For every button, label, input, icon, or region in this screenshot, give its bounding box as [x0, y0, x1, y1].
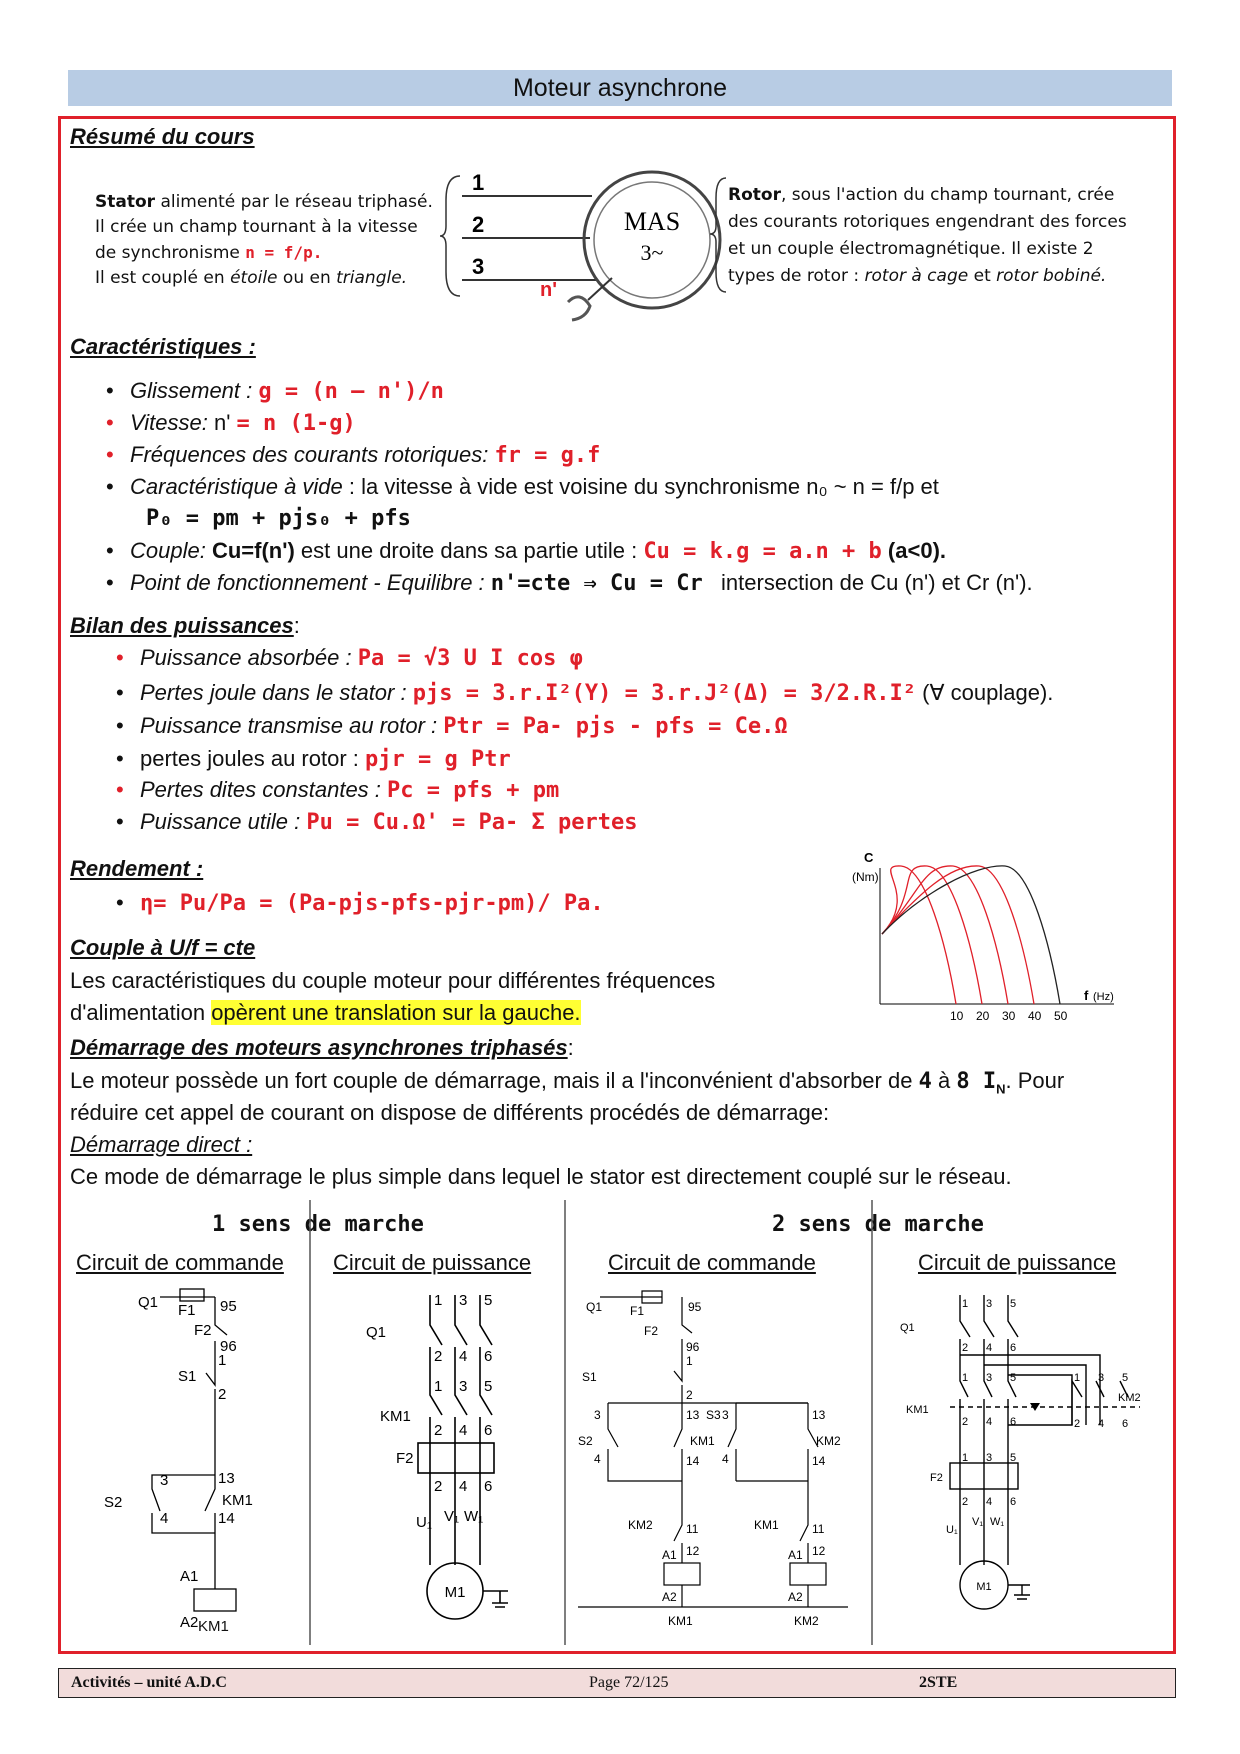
svg-text:M1: M1 [444, 1584, 466, 1601]
svg-text:5: 5 [1010, 1452, 1017, 1464]
absorbee-item: • Puissance absorbée : Pa = √3 U I cos φ [140, 645, 583, 671]
svg-text:A1: A1 [788, 1548, 803, 1562]
rotor-brace [710, 176, 730, 296]
svg-text:M1: M1 [976, 1581, 992, 1593]
puissance-2-title: Circuit de puissance [918, 1250, 1117, 1275]
puissance-1-diagram [360, 1285, 545, 1645]
svg-text:A1: A1 [662, 1548, 677, 1562]
y-label: C [864, 850, 874, 865]
svg-text:12: 12 [812, 1544, 826, 1558]
svg-text:S2: S2 [104, 1494, 123, 1511]
svg-text:F2: F2 [396, 1450, 414, 1467]
svg-text:5: 5 [1010, 1372, 1017, 1384]
svg-text:4: 4 [459, 1348, 468, 1365]
svg-text:96: 96 [220, 1338, 237, 1355]
svg-text:6: 6 [1010, 1496, 1017, 1508]
svg-text:2: 2 [434, 1348, 443, 1365]
commande-1-diagram [90, 1285, 295, 1635]
commande-1-title: Circuit de commande [76, 1250, 284, 1275]
commande-1-km1: KM1 [198, 1618, 229, 1635]
vide-item: • Caractéristique à vide : la vitesse à vide est voisine du synchronisme n₀ ~ n = f/p et [130, 474, 939, 500]
rendement-heading: Rendement : [70, 856, 204, 881]
svg-text:F2: F2 [930, 1472, 943, 1484]
svg-text:KM2: KM2 [816, 1434, 841, 1448]
svg-text:Q1: Q1 [900, 1322, 915, 1334]
svg-text:V₁: V₁ [972, 1516, 984, 1528]
transmise-item: • Puissance transmise au rotor : Ptr = Pa- pjs - pfs = Ce.Ω [140, 713, 788, 739]
svg-text:4: 4 [986, 1342, 993, 1354]
svg-text:1: 1 [472, 170, 485, 195]
svg-text:95: 95 [688, 1300, 702, 1314]
bilan-heading: Bilan des puissances: [70, 613, 300, 638]
svg-text:2: 2 [962, 1416, 969, 1428]
pjs-item: • Pertes joule dans le stator : pjs = 3.r.I²(Y) = 3.r.J²(Δ) = 3/2.R.I² (∀ couplage). [140, 680, 1053, 706]
svg-text:13: 13 [218, 1470, 235, 1487]
svg-text:4: 4 [594, 1452, 601, 1466]
svg-text:13: 13 [686, 1408, 700, 1422]
svg-text:1: 1 [686, 1354, 693, 1368]
couple-uf-heading: Couple à U/f = cte [70, 935, 256, 960]
svg-text:2: 2 [434, 1422, 443, 1439]
svg-text:1: 1 [962, 1452, 969, 1464]
svg-text:6: 6 [1122, 1418, 1129, 1430]
svg-text:F1: F1 [178, 1302, 196, 1319]
x-label: f [1084, 988, 1089, 1003]
svg-text:3: 3 [459, 1292, 468, 1309]
puissance-2-diagram [890, 1285, 1160, 1635]
footer [58, 1668, 1176, 1698]
page-title: Moteur asynchrone [68, 70, 1172, 106]
svg-text:5: 5 [1010, 1298, 1017, 1310]
svg-text:2: 2 [962, 1342, 969, 1354]
direct-text: Ce mode de démarrage le plus simple dans lequel le stator est directement couplé sur le réseau. [70, 1164, 1012, 1189]
svg-text:Q1: Q1 [586, 1300, 603, 1314]
commande-2-diagram [578, 1285, 853, 1635]
svg-text:5: 5 [484, 1378, 493, 1395]
demarrage-line1: Le moteur possède un fort couple de démarrage, mais il a l'inconvénient d'absorber de 4 à 8 $I_N$. Pour [70, 1068, 1065, 1097]
x-tick-30: 30 [1002, 1009, 1016, 1023]
svg-text:6: 6 [484, 1478, 493, 1495]
utile-item: • Puissance utile : Pu = Cu.Ω' = Pa- Σ pertes [140, 809, 637, 835]
resume-heading: Résumé du cours [70, 124, 255, 149]
rotor-text: Rotor, sous l'action du champ tournant, crée des courants rotoriques engendrant des forces et un couple électromagnétique. Il existe 2 types de rotor : rotor à cage et rotor bobiné. [728, 185, 1127, 286]
svg-text:4: 4 [459, 1478, 468, 1495]
svg-text:2: 2 [962, 1496, 969, 1508]
separator-3 [862, 1200, 882, 1650]
caracteristiques-heading: Caractéristiques : [70, 334, 256, 359]
svg-text:2: 2 [472, 212, 485, 237]
svg-text:U₁: U₁ [946, 1524, 958, 1536]
svg-text:F1: F1 [630, 1304, 645, 1318]
separator-1 [300, 1200, 320, 1650]
couple-uf-line1: Les caractéristiques du couple moteur pour différentes fréquences [70, 968, 716, 993]
torque-curve-40 [882, 866, 1034, 1004]
x-tick-50: 50 [1054, 1009, 1068, 1023]
svg-text:1: 1 [1074, 1372, 1081, 1384]
svg-text:V₁: V₁ [444, 1508, 460, 1525]
svg-text:F2: F2 [194, 1322, 212, 1339]
svg-text:W₁: W₁ [990, 1516, 1005, 1528]
svg-text:A2: A2 [662, 1590, 677, 1604]
svg-text:W₁: W₁ [464, 1508, 484, 1525]
svg-text:3: 3 [459, 1378, 468, 1395]
commande-2-title: Circuit de commande [608, 1250, 816, 1275]
svg-text:S1: S1 [178, 1368, 197, 1385]
separator-2 [555, 1200, 575, 1650]
svg-text:11: 11 [686, 1522, 699, 1536]
svg-text:4: 4 [160, 1510, 169, 1527]
svg-text:96: 96 [686, 1340, 700, 1354]
svg-text:2: 2 [1074, 1418, 1081, 1430]
svg-text:Q1: Q1 [138, 1294, 159, 1311]
vitesse-item: • Vitesse: n' = n (1-g) [130, 410, 356, 436]
footer-right: 2STE [919, 1674, 958, 1691]
footer-center: Page 72/125 [589, 1674, 669, 1691]
torque-curve-50 [882, 866, 1060, 1004]
torque-chart [850, 850, 1130, 1030]
svg-text:1: 1 [218, 1352, 227, 1369]
svg-text:5: 5 [1122, 1372, 1129, 1384]
svg-text:6: 6 [1010, 1416, 1017, 1428]
demarrage-heading: Démarrage des moteurs asynchrones triphasés: [70, 1035, 574, 1060]
svg-text:U₁: U₁ [416, 1514, 432, 1531]
svg-text:3: 3 [722, 1408, 729, 1422]
svg-text:KM2: KM2 [794, 1614, 819, 1628]
svg-text:6: 6 [484, 1348, 493, 1365]
svg-text:1: 1 [434, 1378, 443, 1395]
stator-text: Stator alimenté par le réseau triphasé. Il crée un champ tournant à la vitesse de synchronisme n = f/p. Il est couplé en étoile ou en triangle. [95, 192, 433, 288]
couple-item: • Couple: Cu=f(n') est une droite dans sa partie utile : Cu = k.g = a.n + b (a<0). [130, 538, 946, 564]
rendement-formula: • η= Pu/Pa = (Pa-pjs-pfs-pjr-pm)/ Pa. [140, 890, 604, 916]
svg-text:3: 3 [986, 1452, 993, 1464]
svg-text:4: 4 [986, 1416, 993, 1428]
svg-text:4: 4 [986, 1496, 993, 1508]
svg-text:2: 2 [434, 1478, 443, 1495]
svg-text:KM1: KM1 [690, 1434, 715, 1448]
svg-text:1: 1 [962, 1372, 969, 1384]
svg-text:5: 5 [484, 1292, 493, 1309]
couple-uf-line2: d'alimentation opèrent une translation sur la gauche. [70, 1000, 581, 1025]
glissement-item: • Glissement : g = (n – n')/n [130, 378, 444, 404]
svg-text:A2: A2 [180, 1614, 199, 1631]
svg-text:S2: S2 [578, 1434, 593, 1448]
footer-left: Activités – unité A.D.C [71, 1674, 227, 1691]
puissance-1-title: Circuit de puissance [333, 1250, 532, 1275]
constantes-item: • Pertes dites constantes : Pc = pfs + pm [140, 777, 559, 803]
two-sens-heading: 2 sens de marche [772, 1212, 984, 1237]
svg-text:A1: A1 [180, 1568, 199, 1585]
svg-text:KM1: KM1 [754, 1518, 779, 1532]
svg-text:12: 12 [686, 1544, 700, 1558]
direct-heading: Démarrage direct : [70, 1132, 253, 1157]
motor-diagram [440, 160, 730, 330]
svg-text:KM2: KM2 [1118, 1392, 1141, 1404]
one-sens-heading: 1 sens de marche [212, 1212, 424, 1237]
svg-text:KM2: KM2 [628, 1518, 653, 1532]
svg-text:14: 14 [686, 1454, 700, 1468]
torque-curve-20 [882, 866, 982, 1004]
x-tick-40: 40 [1028, 1009, 1042, 1023]
svg-text:KM1: KM1 [222, 1492, 253, 1509]
x-tick-20: 20 [976, 1009, 990, 1023]
svg-text:Q1: Q1 [366, 1324, 387, 1341]
svg-text:n': n' [540, 279, 557, 301]
vide-formula: P₀ = pm + pjs₀ + pfs [146, 506, 411, 531]
svg-text:95: 95 [220, 1298, 237, 1315]
svg-text:3: 3 [594, 1408, 601, 1422]
svg-text:3: 3 [986, 1298, 993, 1310]
svg-text:3: 3 [1098, 1372, 1105, 1384]
svg-text:MAS: MAS [623, 207, 681, 236]
svg-text:F2: F2 [644, 1324, 659, 1338]
torque-curve-30 [882, 866, 1008, 1004]
svg-text:4: 4 [1098, 1418, 1105, 1430]
svg-text:4: 4 [722, 1452, 729, 1466]
svg-text:1: 1 [962, 1298, 969, 1310]
svg-text:3: 3 [986, 1372, 993, 1384]
svg-text:KM1: KM1 [668, 1614, 693, 1628]
svg-text:14: 14 [218, 1510, 235, 1527]
svg-text:3~: 3~ [640, 240, 664, 265]
point-item: • Point de fonctionnement - Equilibre : n'=cte ⇒ Cu = Cr intersection de Cu (n') et Cr (n'). [130, 570, 1033, 596]
svg-text:2: 2 [686, 1388, 693, 1402]
svg-text:KM1: KM1 [906, 1404, 929, 1416]
svg-text:6: 6 [484, 1422, 493, 1439]
y-unit: (Nm) [852, 870, 879, 884]
demarrage-line2: réduire cet appel de courant on dispose de différents procédés de démarrage: [70, 1100, 830, 1125]
svg-text:S3: S3 [706, 1408, 721, 1422]
frequence-item: • Fréquences des courants rotoriques: fr = g.f [130, 442, 600, 468]
svg-text:2: 2 [218, 1386, 227, 1403]
x-tick-10: 10 [950, 1009, 964, 1023]
svg-text:KM1: KM1 [380, 1408, 411, 1425]
svg-text:6: 6 [1010, 1342, 1017, 1354]
svg-text:11: 11 [812, 1522, 825, 1536]
svg-text:S1: S1 [582, 1370, 597, 1384]
svg-text:14: 14 [812, 1454, 826, 1468]
svg-text:A2: A2 [788, 1590, 803, 1604]
svg-text:3: 3 [160, 1472, 169, 1489]
pjr-item: • pertes joules au rotor : pjr = g Ptr [140, 746, 511, 772]
svg-text:4: 4 [459, 1422, 468, 1439]
svg-text:13: 13 [812, 1408, 826, 1422]
svg-text:1: 1 [434, 1292, 443, 1309]
x-unit: (Hz) [1093, 991, 1114, 1003]
svg-text:3: 3 [472, 254, 485, 279]
